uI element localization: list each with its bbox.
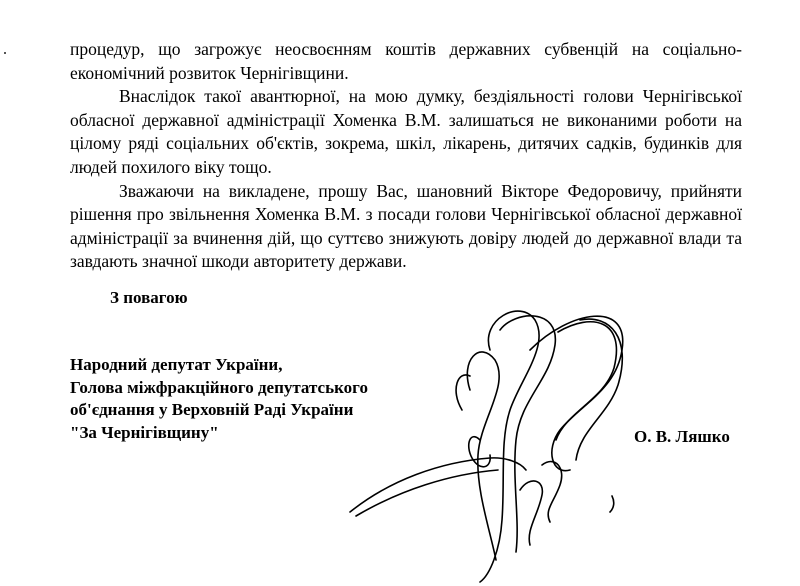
signature-stroke xyxy=(520,481,542,545)
body-line: процедур, що загрожує неосвоєнням коштів державних субвенцій на соціально- xyxy=(70,39,742,59)
title-line: "За Чернігівщину" xyxy=(70,422,219,442)
signature-stroke xyxy=(530,316,623,471)
signature-stroke xyxy=(542,462,562,522)
margin-mark xyxy=(4,52,6,54)
body-line: обласної державної адміністрації за вчинення дій, що суттєво знижують довіру xyxy=(70,204,743,248)
body-line: Зважаючи на викладене, прошу Вас, шановний Вікторе Федоровичу, xyxy=(119,180,662,201)
letter-body xyxy=(70,38,742,274)
body-line: Внаслідок такої авантюрної, на мою думку, бездіяльності голови xyxy=(119,86,634,107)
closing-salutation: З повагою xyxy=(110,288,188,307)
body-line: економічний розвиток Чернігівщини. xyxy=(70,62,349,83)
paragraph-consequences xyxy=(70,85,742,179)
body-line: Чернігівської обласної державної адміністрації Хоменка В.М. залишаться не xyxy=(70,86,742,130)
title-line: Народний депутат України, xyxy=(70,355,283,374)
signature-stroke xyxy=(480,311,539,582)
body-line: дитячих садків, будинків для людей похилого віку тощо. xyxy=(70,133,742,177)
signature-stroke xyxy=(467,352,499,560)
title-line: об'єднання у Верховній Раді України xyxy=(70,400,354,419)
signature-stroke xyxy=(350,458,526,512)
signer-name: О. В. Ляшко xyxy=(634,427,730,446)
body-line: виконаними роботи на цілому ряді соціальних об'єктів, зокрема, шкіл, лікарень, xyxy=(70,109,742,154)
paragraph-request xyxy=(70,180,742,274)
title-line: Голова міжфракційного депутатського xyxy=(70,377,368,397)
paragraph-continuation xyxy=(70,38,742,85)
signature-stroke xyxy=(610,496,614,512)
body-line: прийняти рішення про звільнення Хоменка В.М. з посади голови Чернігівської xyxy=(70,180,743,225)
handwritten-signature-icon xyxy=(330,290,660,586)
body-line: людей до державної влади та завдають значної шкоди авторитету держави. xyxy=(70,227,743,272)
signer-title xyxy=(70,354,368,444)
signature-stroke xyxy=(556,322,616,440)
signature-stroke xyxy=(500,316,555,552)
